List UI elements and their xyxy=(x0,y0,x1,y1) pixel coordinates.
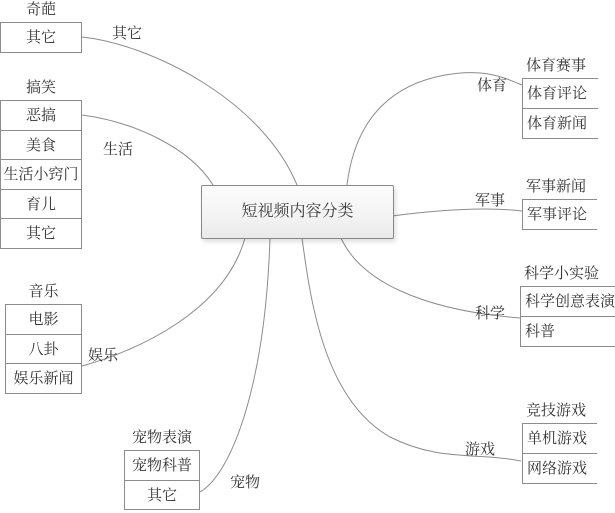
connector-games xyxy=(302,238,521,461)
child-topic[interactable]: 科学创意表演 xyxy=(520,287,615,317)
branch-group-life xyxy=(0,71,82,249)
child-topic[interactable]: 电影 xyxy=(5,305,82,335)
branch-label-sports[interactable]: 体育 xyxy=(477,78,508,94)
branch-group-pets xyxy=(124,421,200,510)
branch-label-entertainment[interactable]: 娱乐 xyxy=(88,348,119,364)
branch-group-entertainment xyxy=(5,275,82,394)
child-topic[interactable]: 体育赛事 xyxy=(522,49,598,79)
connector-other-top xyxy=(82,37,297,185)
branch-label-life[interactable]: 生活 xyxy=(103,142,134,158)
child-topic[interactable]: 体育评论 xyxy=(522,79,598,109)
child-topic[interactable]: 军事评论 xyxy=(522,200,597,230)
connector-life xyxy=(82,115,213,185)
child-topic[interactable]: 八卦 xyxy=(5,335,82,365)
child-topic[interactable]: 网络游戏 xyxy=(522,454,597,484)
branch-group-games xyxy=(522,394,597,484)
branch-label-science[interactable]: 科学 xyxy=(475,306,506,322)
branch-group-other-top xyxy=(0,0,82,53)
child-topic[interactable]: 育儿 xyxy=(0,190,82,220)
child-topic[interactable]: 科学小实验 xyxy=(520,257,615,287)
connector-pets xyxy=(200,238,270,492)
child-topic[interactable]: 体育新闻 xyxy=(522,109,598,139)
child-topic[interactable]: 娱乐新闻 xyxy=(5,364,82,394)
child-topic[interactable]: 单机游戏 xyxy=(522,424,597,454)
child-topic[interactable]: 其它 xyxy=(124,481,200,511)
branch-group-military xyxy=(522,170,597,230)
branch-group-sports xyxy=(522,49,598,139)
child-topic[interactable]: 生活小窍门 xyxy=(0,160,82,190)
branch-group-science xyxy=(520,257,615,347)
branch-label-pets[interactable]: 宠物 xyxy=(230,475,261,491)
child-topic[interactable]: 其它 xyxy=(0,219,82,249)
branch-label-military[interactable]: 军事 xyxy=(475,193,506,209)
central-topic[interactable]: 短视频内容分类 xyxy=(201,185,394,239)
child-topic[interactable]: 其它 xyxy=(0,23,82,53)
child-topic[interactable]: 宠物表演 xyxy=(124,421,200,451)
child-topic[interactable]: 恶搞 xyxy=(0,101,82,131)
child-topic[interactable]: 奇葩 xyxy=(0,0,82,23)
child-topic[interactable]: 宠物科普 xyxy=(124,451,200,481)
child-topic[interactable]: 搞笑 xyxy=(0,71,82,101)
branch-label-other-top[interactable]: 其它 xyxy=(112,26,143,42)
child-topic[interactable]: 科普 xyxy=(520,317,615,347)
branch-label-games[interactable]: 游戏 xyxy=(465,442,496,458)
child-topic[interactable]: 竞技游戏 xyxy=(522,394,597,424)
child-topic[interactable]: 美食 xyxy=(0,131,82,161)
child-topic[interactable]: 音乐 xyxy=(5,275,82,305)
child-topic[interactable]: 军事新闻 xyxy=(522,170,597,200)
